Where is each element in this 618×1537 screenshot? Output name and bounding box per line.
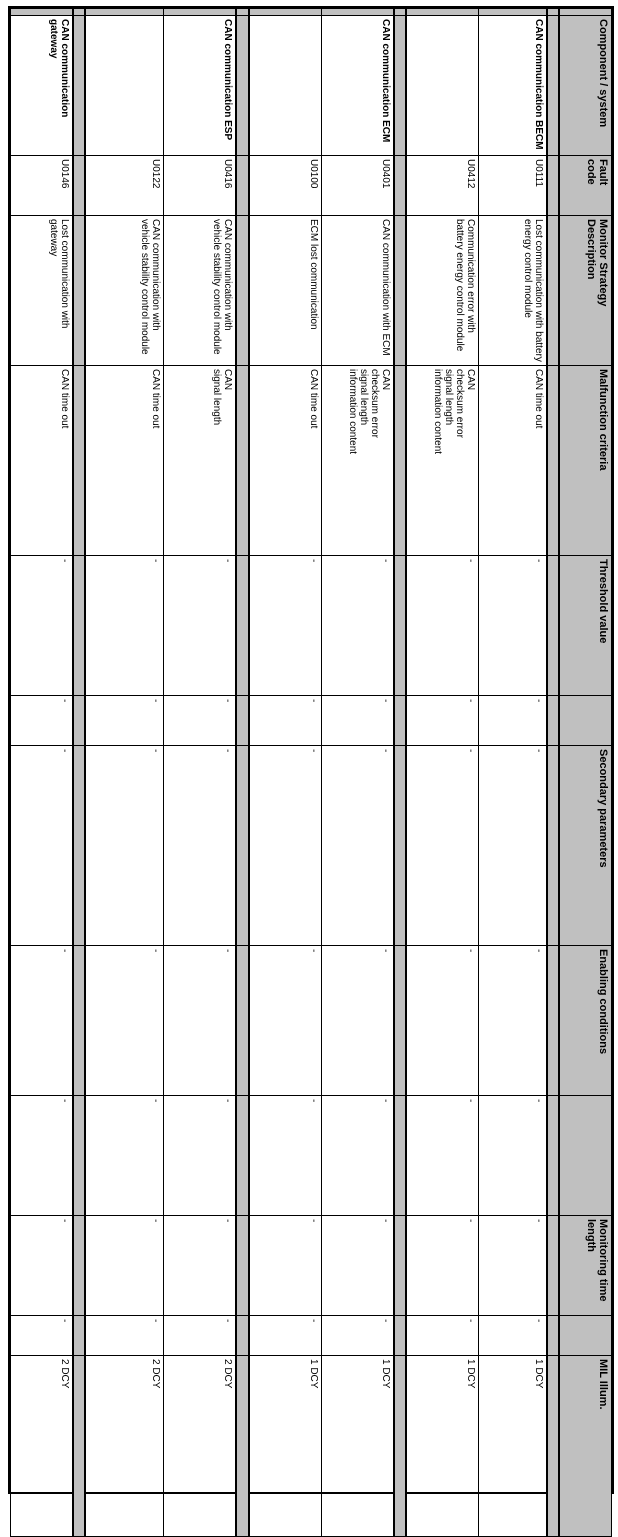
fault-code-cell: U0111 bbox=[479, 156, 547, 216]
component-cell-empty bbox=[249, 16, 322, 156]
secondary-parameters-cell: - bbox=[11, 746, 73, 946]
separator-cell bbox=[547, 16, 559, 156]
mil-illum-cell: 1 DCY bbox=[406, 1356, 479, 1537]
component-cell-empty bbox=[406, 16, 479, 156]
separator-cell bbox=[73, 366, 85, 556]
separator-cell bbox=[73, 556, 85, 696]
fault-code-cell: U0100 bbox=[249, 156, 322, 216]
mil-pre-cell: - bbox=[479, 1316, 547, 1356]
header-monitoring-time: Monitoring time length bbox=[560, 1216, 612, 1316]
header-component: Component / system bbox=[560, 16, 612, 156]
separator-cell bbox=[547, 9, 559, 16]
separator-cell bbox=[547, 946, 559, 1096]
malfunction-criteria-cell: CAN time out bbox=[11, 366, 73, 556]
monitoring-time-cell: - bbox=[479, 1216, 547, 1316]
separator-cell bbox=[236, 1216, 248, 1316]
row-bar bbox=[164, 9, 237, 16]
table-row bbox=[164, 9, 237, 1537]
header-fault-code: Fault code bbox=[560, 156, 612, 216]
threshold-extra-cell: - bbox=[406, 696, 479, 746]
enabling-extra-cell: - bbox=[11, 1096, 73, 1216]
separator-cell bbox=[236, 156, 248, 216]
fault-code-cell: U0401 bbox=[321, 156, 394, 216]
separator-cell bbox=[547, 1096, 559, 1216]
header-secondary-parameters: Secondary parameters bbox=[560, 746, 612, 946]
secondary-parameters-cell: - bbox=[249, 746, 322, 946]
separator-cell bbox=[236, 746, 248, 946]
fault-code-cell: U0416 bbox=[164, 156, 237, 216]
enabling-conditions-cell: - bbox=[321, 946, 394, 1096]
separator-cell bbox=[73, 1216, 85, 1316]
obd-monitor-table bbox=[10, 8, 612, 1537]
header-malfunction-criteria: Malfunction criteria bbox=[560, 366, 612, 556]
separator-cell bbox=[73, 696, 85, 746]
header-enabling-extra bbox=[560, 1096, 612, 1216]
separator-cell bbox=[394, 946, 406, 1096]
threshold-value-cell: - bbox=[479, 556, 547, 696]
malfunction-criteria-cell: CAN time out bbox=[479, 366, 547, 556]
separator-cell bbox=[547, 1216, 559, 1316]
fault-code-cell: U0412 bbox=[406, 156, 479, 216]
separator-cell bbox=[236, 216, 248, 366]
monitoring-time-cell: - bbox=[164, 1216, 237, 1316]
component-cell: CAN communication ECM bbox=[321, 16, 394, 156]
enabling-conditions-cell: - bbox=[249, 946, 322, 1096]
mil-illum-cell: 2 DCY bbox=[11, 1356, 73, 1537]
table-row bbox=[406, 9, 479, 1537]
separator-cell bbox=[394, 696, 406, 746]
separator-cell bbox=[547, 156, 559, 216]
separator-cell bbox=[236, 366, 248, 556]
monitor-strategy-cell: CAN communication with vehicle stability control module bbox=[85, 216, 164, 366]
group-separator bbox=[236, 9, 248, 1537]
table-row bbox=[321, 9, 394, 1537]
separator-cell bbox=[394, 1216, 406, 1316]
secondary-parameters-cell: - bbox=[85, 746, 164, 946]
separator-cell bbox=[236, 696, 248, 746]
header-monitoring-extra bbox=[560, 1316, 612, 1356]
enabling-extra-cell: - bbox=[479, 1096, 547, 1216]
separator-cell bbox=[394, 1096, 406, 1216]
threshold-value-cell: - bbox=[249, 556, 322, 696]
header-spacer bbox=[560, 9, 612, 16]
malfunction-criteria-cell: CAN checksum error signal length information content bbox=[406, 366, 479, 556]
separator-cell bbox=[394, 746, 406, 946]
separator-cell bbox=[547, 746, 559, 946]
enabling-conditions-cell: - bbox=[479, 946, 547, 1096]
separator-cell bbox=[394, 366, 406, 556]
separator-cell bbox=[394, 1316, 406, 1356]
row-bar bbox=[479, 9, 547, 16]
header-enabling-conditions: Enabling conditions bbox=[560, 946, 612, 1096]
separator-cell bbox=[73, 1356, 85, 1537]
separator-cell bbox=[394, 556, 406, 696]
group-separator bbox=[547, 9, 559, 1537]
table-row bbox=[85, 9, 164, 1537]
threshold-value-cell: - bbox=[11, 556, 73, 696]
monitor-strategy-cell: Communication error with battery energy control module bbox=[406, 216, 479, 366]
separator-cell bbox=[394, 156, 406, 216]
monitor-strategy-cell: CAN communication with vehicle stability control module bbox=[164, 216, 237, 366]
component-cell-empty bbox=[85, 16, 164, 156]
separator-cell bbox=[236, 1096, 248, 1216]
malfunction-criteria-cell: CAN time out bbox=[85, 366, 164, 556]
group-separator bbox=[73, 9, 85, 1537]
mil-pre-cell: - bbox=[11, 1316, 73, 1356]
enabling-conditions-cell: - bbox=[164, 946, 237, 1096]
header-threshold-extra bbox=[560, 696, 612, 746]
separator-cell bbox=[236, 1356, 248, 1537]
row-bar bbox=[85, 9, 164, 16]
separator-cell bbox=[236, 556, 248, 696]
mil-illum-cell: 1 DCY bbox=[321, 1356, 394, 1537]
table-row bbox=[249, 9, 322, 1537]
header-row bbox=[560, 9, 612, 1537]
header-threshold-value: Threshold value bbox=[560, 556, 612, 696]
monitor-strategy-cell: ECM lost communication bbox=[249, 216, 322, 366]
malfunction-criteria-cell: CAN signal length bbox=[164, 366, 237, 556]
mil-pre-cell: - bbox=[85, 1316, 164, 1356]
separator-cell bbox=[394, 1356, 406, 1537]
secondary-parameters-cell: - bbox=[479, 746, 547, 946]
row-bar bbox=[321, 9, 394, 16]
threshold-extra-cell: - bbox=[11, 696, 73, 746]
monitor-strategy-cell: Lost communication with gateway bbox=[11, 216, 73, 366]
separator-cell bbox=[547, 696, 559, 746]
component-cell: CAN communication BECM bbox=[479, 16, 547, 156]
mil-pre-cell: - bbox=[321, 1316, 394, 1356]
secondary-parameters-cell: - bbox=[321, 746, 394, 946]
separator-cell bbox=[547, 1316, 559, 1356]
mil-illum-cell: 2 DCY bbox=[164, 1356, 237, 1537]
secondary-parameters-cell: - bbox=[164, 746, 237, 946]
separator-cell bbox=[73, 16, 85, 156]
separator-cell bbox=[394, 216, 406, 366]
obd-monitor-table-sheet bbox=[8, 6, 614, 1494]
table-row bbox=[11, 9, 73, 1537]
enabling-extra-cell: - bbox=[249, 1096, 322, 1216]
group-separator bbox=[394, 9, 406, 1537]
threshold-value-cell: - bbox=[321, 556, 394, 696]
mil-illum-cell: 1 DCY bbox=[479, 1356, 547, 1537]
component-cell: CAN communication gateway bbox=[11, 16, 73, 156]
component-cell: CAN communication ESP bbox=[164, 16, 237, 156]
enabling-conditions-cell: - bbox=[11, 946, 73, 1096]
monitoring-time-cell: - bbox=[321, 1216, 394, 1316]
threshold-extra-cell: - bbox=[164, 696, 237, 746]
monitor-strategy-cell: Lost communication with battery energy control module bbox=[479, 216, 547, 366]
enabling-extra-cell: - bbox=[164, 1096, 237, 1216]
monitoring-time-cell: - bbox=[406, 1216, 479, 1316]
separator-cell bbox=[73, 9, 85, 16]
row-bar bbox=[406, 9, 479, 16]
separator-cell bbox=[236, 946, 248, 1096]
separator-cell bbox=[236, 9, 248, 16]
enabling-conditions-cell: - bbox=[85, 946, 164, 1096]
separator-cell bbox=[73, 1316, 85, 1356]
separator-cell bbox=[236, 1316, 248, 1356]
enabling-extra-cell: - bbox=[406, 1096, 479, 1216]
separator-cell bbox=[547, 366, 559, 556]
separator-cell bbox=[547, 216, 559, 366]
separator-cell bbox=[73, 216, 85, 366]
monitoring-time-cell: - bbox=[85, 1216, 164, 1316]
separator-cell bbox=[73, 156, 85, 216]
separator-cell bbox=[547, 1356, 559, 1537]
header-mil-illum: MIL Illum. bbox=[560, 1356, 612, 1537]
separator-cell bbox=[394, 16, 406, 156]
threshold-extra-cell: - bbox=[479, 696, 547, 746]
threshold-value-cell: - bbox=[85, 556, 164, 696]
malfunction-criteria-cell: CAN checksum error signal length information content bbox=[321, 366, 394, 556]
separator-cell bbox=[73, 946, 85, 1096]
separator-cell bbox=[73, 1096, 85, 1216]
monitoring-time-cell: - bbox=[11, 1216, 73, 1316]
mil-illum-cell: 1 DCY bbox=[249, 1356, 322, 1537]
mil-illum-cell: 2 DCY bbox=[85, 1356, 164, 1537]
row-bar bbox=[249, 9, 322, 16]
fault-code-cell: U0146 bbox=[11, 156, 73, 216]
separator-cell bbox=[236, 16, 248, 156]
separator-cell bbox=[73, 746, 85, 946]
threshold-value-cell: - bbox=[164, 556, 237, 696]
threshold-value-cell: - bbox=[406, 556, 479, 696]
separator-cell bbox=[547, 556, 559, 696]
header-monitor-strategy: Monitor Strategy Description bbox=[560, 216, 612, 366]
separator-cell bbox=[394, 9, 406, 16]
enabling-conditions-cell: - bbox=[406, 946, 479, 1096]
mil-pre-cell: - bbox=[164, 1316, 237, 1356]
fault-code-cell: U0122 bbox=[85, 156, 164, 216]
table-row bbox=[479, 9, 547, 1537]
enabling-extra-cell: - bbox=[85, 1096, 164, 1216]
mil-pre-cell: - bbox=[249, 1316, 322, 1356]
threshold-extra-cell: - bbox=[249, 696, 322, 746]
row-bar bbox=[11, 9, 73, 16]
malfunction-criteria-cell: CAN time out bbox=[249, 366, 322, 556]
threshold-extra-cell: - bbox=[85, 696, 164, 746]
threshold-extra-cell: - bbox=[321, 696, 394, 746]
table-body bbox=[11, 9, 560, 1537]
mil-pre-cell: - bbox=[406, 1316, 479, 1356]
secondary-parameters-cell: - bbox=[406, 746, 479, 946]
enabling-extra-cell: - bbox=[321, 1096, 394, 1216]
monitor-strategy-cell: CAN communication with ECM bbox=[321, 216, 394, 366]
monitoring-time-cell: - bbox=[249, 1216, 322, 1316]
